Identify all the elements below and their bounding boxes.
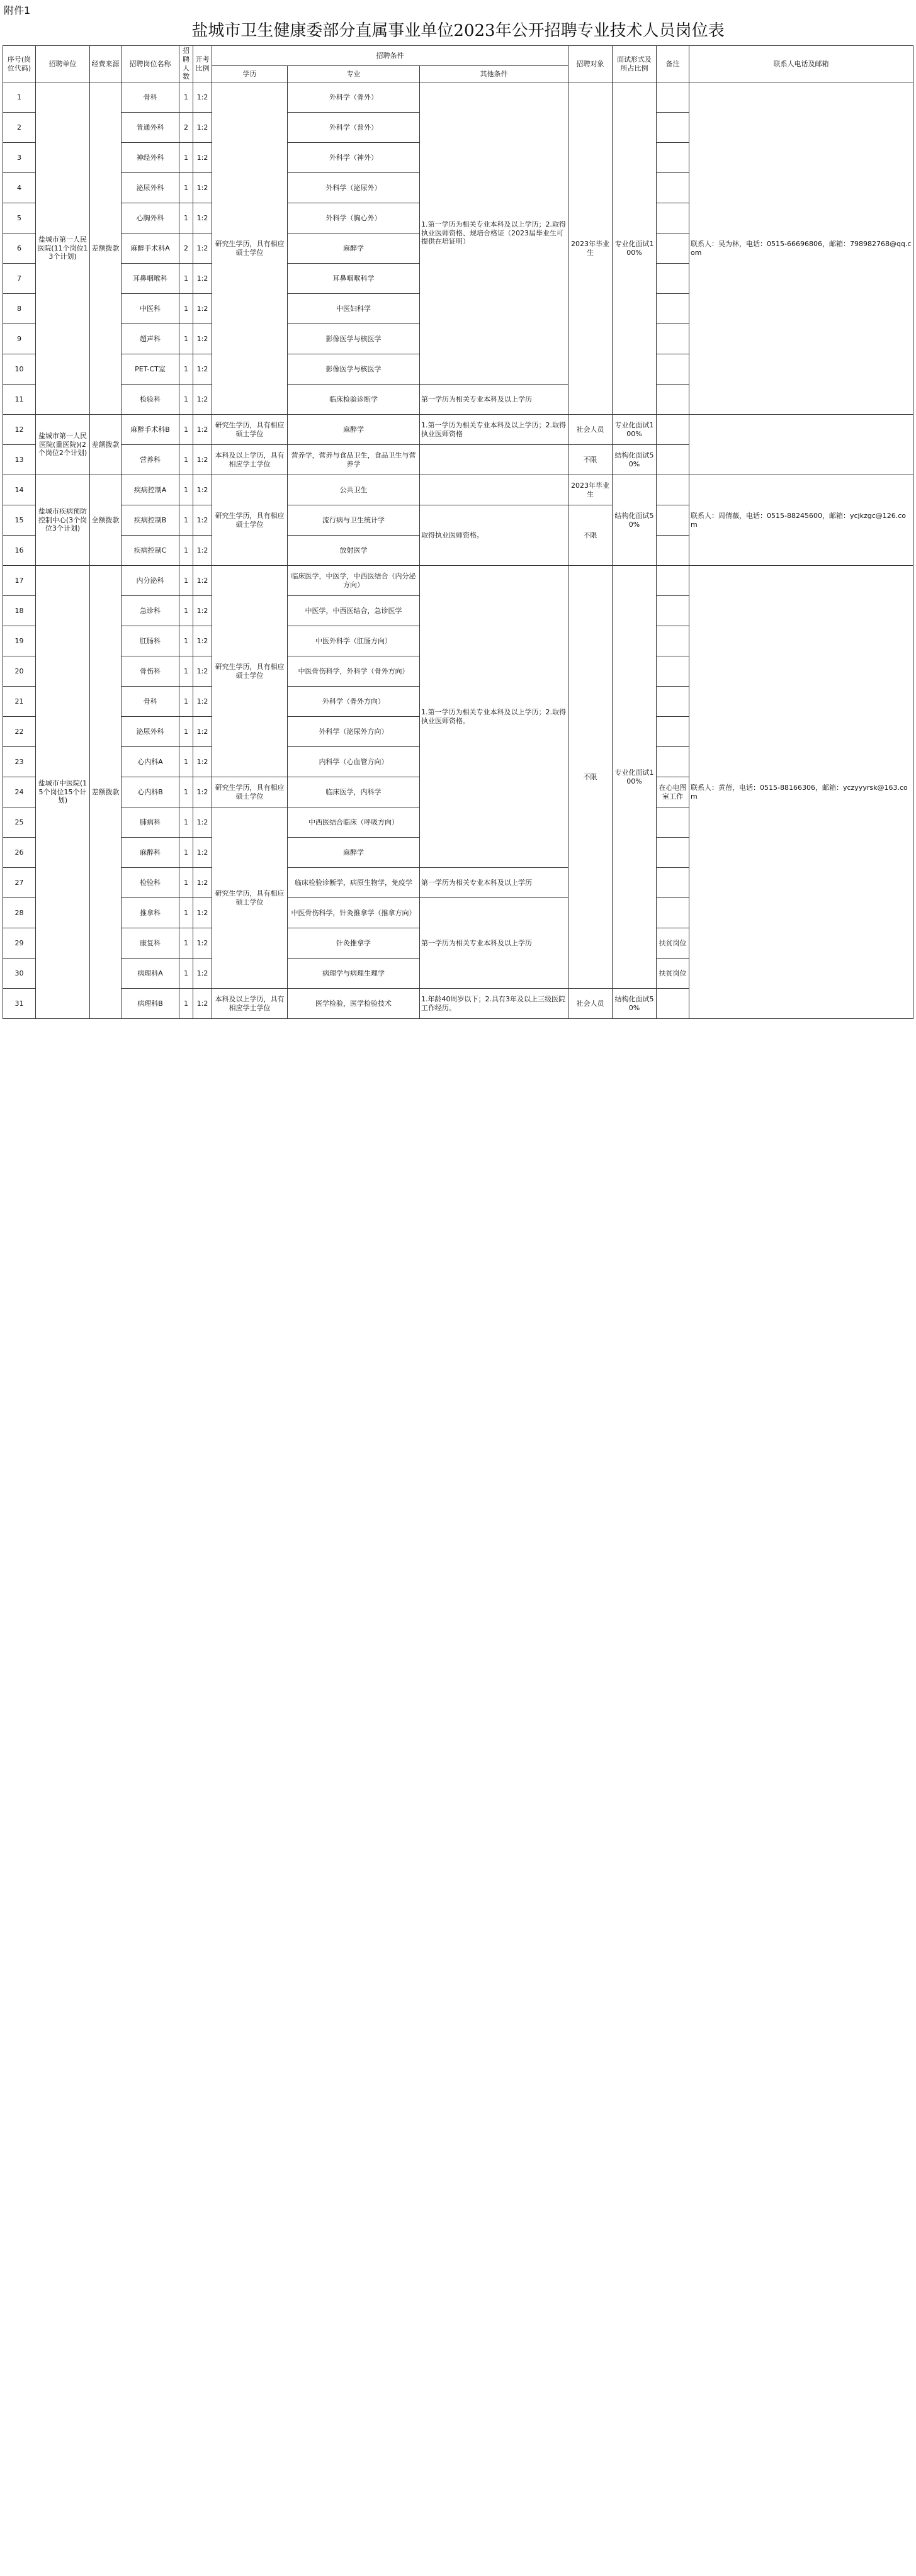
row-position: 心内科A xyxy=(122,747,179,777)
row-ratio: 1:2 xyxy=(193,596,212,626)
row-other: 1.第一学历为相关专业本科及以上学历；2.取得执业医师资格、规培合格证（2023届毕业生可提供在培证明） xyxy=(420,82,568,385)
row-count: 1 xyxy=(179,385,193,415)
row-major: 外科学（普外） xyxy=(288,113,420,143)
row-ratio: 1:2 xyxy=(193,294,212,324)
row-position: 麻醉手术科A xyxy=(122,233,179,264)
row-remark xyxy=(657,264,689,294)
row-position: 泌尿外科 xyxy=(122,717,179,747)
row-ratio: 1:2 xyxy=(193,264,212,294)
row-target: 不限 xyxy=(568,445,613,475)
row-education: 本科及以上学历，具有相应学士学位 xyxy=(212,445,288,475)
row-no: 29 xyxy=(3,928,36,959)
row-count: 1 xyxy=(179,656,193,687)
row-count: 1 xyxy=(179,536,193,566)
row-ratio: 1:2 xyxy=(193,113,212,143)
row-no: 24 xyxy=(3,777,36,807)
row-major: 外科学（神外） xyxy=(288,143,420,173)
row-major: 麻醉学 xyxy=(288,233,420,264)
row-position: 中医科 xyxy=(122,294,179,324)
row-no: 23 xyxy=(3,747,36,777)
row-no: 7 xyxy=(3,264,36,294)
row-no: 6 xyxy=(3,233,36,264)
row-no: 28 xyxy=(3,898,36,928)
row-position: 疾病控制B xyxy=(122,505,179,536)
row-count: 1 xyxy=(179,445,193,475)
row-count: 1 xyxy=(179,294,193,324)
header-no: 序号(岗位代码) xyxy=(3,46,36,82)
row-ratio: 1:2 xyxy=(193,807,212,838)
table-row xyxy=(3,566,913,596)
row-remark xyxy=(657,203,689,233)
row-count: 1 xyxy=(179,989,193,1019)
row-position: 普通外科 xyxy=(122,113,179,143)
row-major: 针灸推拿学 xyxy=(288,928,420,959)
table-body xyxy=(3,82,913,1019)
row-remark xyxy=(657,747,689,777)
row-other: 第一学历为相关专业本科及以上学历 xyxy=(420,868,568,898)
row-no: 16 xyxy=(3,536,36,566)
row-remark xyxy=(657,385,689,415)
row-ratio: 1:2 xyxy=(193,777,212,807)
row-position: 超声科 xyxy=(122,324,179,354)
row-position: 急诊科 xyxy=(122,596,179,626)
row-other: 取得执业医师资格。 xyxy=(420,505,568,566)
row-remark xyxy=(657,989,689,1019)
row-ratio: 1:2 xyxy=(193,354,212,385)
header-remark: 备注 xyxy=(657,46,689,82)
row-count: 1 xyxy=(179,82,193,113)
row-major: 外科学（骨外） xyxy=(288,82,420,113)
header-count: 招聘人数 xyxy=(179,46,193,82)
row-position: 疾病控制C xyxy=(122,536,179,566)
row-no: 15 xyxy=(3,505,36,536)
row-no: 5 xyxy=(3,203,36,233)
row-remark xyxy=(657,687,689,717)
row-no: 17 xyxy=(3,566,36,596)
row-exam: 结构化面试50% xyxy=(613,445,657,475)
row-position: 麻醉科 xyxy=(122,838,179,868)
row-major: 临床检验诊断学，病原生物学，免疫学 xyxy=(288,868,420,898)
row-position: 检验科 xyxy=(122,385,179,415)
row-ratio: 1:2 xyxy=(193,385,212,415)
row-count: 1 xyxy=(179,143,193,173)
header-exam: 面试形式及所占比例 xyxy=(613,46,657,82)
row-position: 病理科A xyxy=(122,959,179,989)
row-count: 1 xyxy=(179,777,193,807)
row-major: 中医学，中西医结合，急诊医学 xyxy=(288,596,420,626)
row-no: 3 xyxy=(3,143,36,173)
row-position: PET-CT室 xyxy=(122,354,179,385)
row-other: 第一学历为相关专业本科及以上学历 xyxy=(420,385,568,415)
row-major: 中医外科学（肛肠方向） xyxy=(288,626,420,656)
row-ratio: 1:2 xyxy=(193,989,212,1019)
row-no: 30 xyxy=(3,959,36,989)
row-position: 耳鼻咽喉科 xyxy=(122,264,179,294)
row-education: 研究生学历，具有相应硕士学位 xyxy=(212,415,288,445)
row-count: 1 xyxy=(179,959,193,989)
row-target: 社会人员 xyxy=(568,989,613,1019)
row-count: 1 xyxy=(179,838,193,868)
row-no: 12 xyxy=(3,415,36,445)
annex-label: 附件1 xyxy=(4,4,31,16)
row-major: 麻醉学 xyxy=(288,838,420,868)
row-remark xyxy=(657,626,689,656)
row-exam: 专业化面试100% xyxy=(613,566,657,989)
row-remark: 在心电图室工作 xyxy=(657,777,689,807)
row-major: 公共卫生 xyxy=(288,475,420,505)
header-ratio: 开考比例 xyxy=(193,46,212,82)
header-unit: 招聘单位 xyxy=(36,46,90,82)
row-count: 1 xyxy=(179,505,193,536)
row-count: 1 xyxy=(179,807,193,838)
row-ratio: 1:2 xyxy=(193,415,212,445)
row-major: 放射医学 xyxy=(288,536,420,566)
row-contact: 联系人：黄蓓，电话：0515-88166306，邮箱：yczyyyrsk@163.com xyxy=(689,566,913,1019)
row-remark xyxy=(657,656,689,687)
header-funding: 经费来源 xyxy=(90,46,122,82)
row-count: 1 xyxy=(179,354,193,385)
row-other: 第一学历为相关专业本科及以上学历 xyxy=(420,898,568,989)
table-row xyxy=(3,475,913,505)
header-contact: 联系人电话及邮箱 xyxy=(689,46,913,82)
row-major: 医学检验，医学检验技术 xyxy=(288,989,420,1019)
row-no: 25 xyxy=(3,807,36,838)
row-remark xyxy=(657,566,689,596)
row-position: 推拿科 xyxy=(122,898,179,928)
row-target: 不限 xyxy=(568,505,613,566)
row-ratio: 1:2 xyxy=(193,324,212,354)
row-no: 18 xyxy=(3,596,36,626)
row-remark xyxy=(657,868,689,898)
row-ratio: 1:2 xyxy=(193,959,212,989)
row-remark xyxy=(657,143,689,173)
row-education: 本科及以上学历，具有相应学士学位 xyxy=(212,989,288,1019)
row-no: 4 xyxy=(3,173,36,203)
row-ratio: 1:2 xyxy=(193,717,212,747)
row-ratio: 1:2 xyxy=(193,536,212,566)
row-exam: 专业化面试100% xyxy=(613,415,657,445)
row-target: 2023年毕业生 xyxy=(568,475,613,505)
row-major: 临床医学，中医学，中西医结合（内分泌方向） xyxy=(288,566,420,596)
row-count: 1 xyxy=(179,687,193,717)
row-remark xyxy=(657,898,689,928)
row-position: 骨科 xyxy=(122,82,179,113)
row-exam: 结构化面试50% xyxy=(613,475,657,566)
row-no: 21 xyxy=(3,687,36,717)
row-remark: 扶贫岗位 xyxy=(657,928,689,959)
row-funding: 全额拨款 xyxy=(90,475,122,566)
row-no: 22 xyxy=(3,717,36,747)
row-count: 1 xyxy=(179,264,193,294)
row-education: 研究生学历，具有相应硕士学位 xyxy=(212,566,288,777)
row-ratio: 1:2 xyxy=(193,203,212,233)
row-position: 神经外科 xyxy=(122,143,179,173)
row-no: 1 xyxy=(3,82,36,113)
row-position: 内分泌科 xyxy=(122,566,179,596)
row-ratio: 1:2 xyxy=(193,928,212,959)
row-major: 外科学（泌尿外方向） xyxy=(288,717,420,747)
row-ratio: 1:2 xyxy=(193,898,212,928)
row-other: 1.年龄40周岁以下；2.具有3年及以上三级医院工作经历。 xyxy=(420,989,568,1019)
row-ratio: 1:2 xyxy=(193,566,212,596)
row-education: 研究生学历，具有相应硕士学位 xyxy=(212,82,288,415)
row-education: 研究生学历，具有相应硕士学位 xyxy=(212,807,288,989)
row-target: 2023年毕业生 xyxy=(568,82,613,415)
row-ratio: 1:2 xyxy=(193,505,212,536)
row-remark xyxy=(657,505,689,536)
row-other xyxy=(420,475,568,505)
header-conditions: 招聘条件 xyxy=(212,46,568,66)
header-target: 招聘对象 xyxy=(568,46,613,82)
row-remark xyxy=(657,536,689,566)
row-ratio: 1:2 xyxy=(193,445,212,475)
row-count: 1 xyxy=(179,324,193,354)
row-position: 肺病科 xyxy=(122,807,179,838)
row-major: 影像医学与核医学 xyxy=(288,354,420,385)
row-ratio: 1:2 xyxy=(193,173,212,203)
row-count: 1 xyxy=(179,566,193,596)
row-no: 11 xyxy=(3,385,36,415)
row-position: 病理科B xyxy=(122,989,179,1019)
row-no: 26 xyxy=(3,838,36,868)
row-funding: 差额拨款 xyxy=(90,82,122,415)
row-position: 康复科 xyxy=(122,928,179,959)
row-count: 1 xyxy=(179,928,193,959)
row-major: 耳鼻咽喉科学 xyxy=(288,264,420,294)
row-position: 麻醉手术科B xyxy=(122,415,179,445)
row-unit: 盐城市中医院(15个岗位15个计划) xyxy=(36,566,90,1019)
row-major: 病理学与病理生理学 xyxy=(288,959,420,989)
row-count: 1 xyxy=(179,898,193,928)
row-ratio: 1:2 xyxy=(193,233,212,264)
row-other: 1.第一学历为相关专业本科及以上学历；2.取得执业医师资格 xyxy=(420,415,568,445)
row-remark xyxy=(657,354,689,385)
row-major: 外科学（骨外方向） xyxy=(288,687,420,717)
row-remark xyxy=(657,445,689,475)
positions-table xyxy=(3,45,913,1019)
row-ratio: 1:2 xyxy=(193,626,212,656)
header-other: 其他条件 xyxy=(420,65,568,82)
row-ratio: 1:2 xyxy=(193,687,212,717)
row-no: 10 xyxy=(3,354,36,385)
header-education: 学历 xyxy=(212,65,288,82)
row-major: 中医骨伤科学，针灸推拿学（推拿方向） xyxy=(288,898,420,928)
row-no: 19 xyxy=(3,626,36,656)
row-funding: 差额拨款 xyxy=(90,415,122,475)
row-major: 临床检验诊断学 xyxy=(288,385,420,415)
row-contact xyxy=(689,415,913,475)
row-count: 1 xyxy=(179,173,193,203)
row-no: 9 xyxy=(3,324,36,354)
row-count: 1 xyxy=(179,203,193,233)
row-ratio: 1:2 xyxy=(193,143,212,173)
row-position: 疾病控制A xyxy=(122,475,179,505)
row-remark xyxy=(657,82,689,113)
row-position: 心胸外科 xyxy=(122,203,179,233)
row-remark xyxy=(657,838,689,868)
row-position: 骨科 xyxy=(122,687,179,717)
row-target: 不限 xyxy=(568,566,613,989)
row-exam: 结构化面试50% xyxy=(613,989,657,1019)
table-row xyxy=(3,82,913,113)
row-education: 研究生学历，具有相应硕士学位 xyxy=(212,777,288,807)
row-major: 麻醉学 xyxy=(288,415,420,445)
row-no: 13 xyxy=(3,445,36,475)
row-major: 外科学（泌尿外） xyxy=(288,173,420,203)
header-position: 招聘岗位名称 xyxy=(122,46,179,82)
page-title: 盐城市卫生健康委部分直属事业单位2023年公开招聘专业技术人员岗位表 xyxy=(191,21,725,40)
row-exam: 专业化面试100% xyxy=(613,82,657,415)
row-contact: 联系人：周倩薇，电话：0515-88245600，邮箱：ycjkzgc@126.com xyxy=(689,475,913,566)
row-remark xyxy=(657,415,689,445)
row-remark xyxy=(657,807,689,838)
row-no: 2 xyxy=(3,113,36,143)
row-no: 31 xyxy=(3,989,36,1019)
row-count: 1 xyxy=(179,415,193,445)
row-count: 1 xyxy=(179,626,193,656)
row-no: 14 xyxy=(3,475,36,505)
row-position: 泌尿外科 xyxy=(122,173,179,203)
row-remark xyxy=(657,173,689,203)
row-remark xyxy=(657,324,689,354)
row-remark xyxy=(657,233,689,264)
row-remark xyxy=(657,113,689,143)
row-position: 肛肠科 xyxy=(122,626,179,656)
row-major: 中医妇科学 xyxy=(288,294,420,324)
row-other: 1.第一学历为相关专业本科及以上学历；2.取得执业医师资格。 xyxy=(420,566,568,868)
row-count: 1 xyxy=(179,747,193,777)
row-ratio: 1:2 xyxy=(193,82,212,113)
row-ratio: 1:2 xyxy=(193,868,212,898)
row-other xyxy=(420,445,568,475)
row-ratio: 1:2 xyxy=(193,475,212,505)
row-remark xyxy=(657,596,689,626)
row-major: 流行病与卫生统计学 xyxy=(288,505,420,536)
header-major: 专业 xyxy=(288,65,420,82)
row-major: 营养学，营养与食品卫生，食品卫生与营养学 xyxy=(288,445,420,475)
row-major: 中西医结合临床（呼吸方向） xyxy=(288,807,420,838)
row-major: 内科学（心血管方向） xyxy=(288,747,420,777)
row-major: 临床医学，内科学 xyxy=(288,777,420,807)
row-position: 心内科B xyxy=(122,777,179,807)
row-remark xyxy=(657,717,689,747)
row-no: 20 xyxy=(3,656,36,687)
row-ratio: 1:2 xyxy=(193,656,212,687)
row-position: 营养科 xyxy=(122,445,179,475)
row-remark xyxy=(657,294,689,324)
row-unit: 盐城市疾病预防控制中心(3个岗位3个计划) xyxy=(36,475,90,566)
row-position: 检验科 xyxy=(122,868,179,898)
row-count: 2 xyxy=(179,113,193,143)
row-count: 1 xyxy=(179,475,193,505)
row-major: 影像医学与核医学 xyxy=(288,324,420,354)
table-row xyxy=(3,415,913,445)
row-major: 外科学（胸心外） xyxy=(288,203,420,233)
row-major: 中医骨伤科学，外科学（骨外方向） xyxy=(288,656,420,687)
row-count: 2 xyxy=(179,233,193,264)
row-position: 骨伤科 xyxy=(122,656,179,687)
row-count: 1 xyxy=(179,596,193,626)
row-ratio: 1:2 xyxy=(193,838,212,868)
row-unit: 盐城市第一人民医院(重医院)(2个岗位2个计划) xyxy=(36,415,90,475)
row-contact: 联系人：吴为林，电话：0515-66696806，邮箱：798982768@qq.com xyxy=(689,82,913,415)
row-count: 1 xyxy=(179,717,193,747)
row-remark: 扶贫岗位 xyxy=(657,959,689,989)
row-funding: 差额拨款 xyxy=(90,566,122,1019)
row-no: 27 xyxy=(3,868,36,898)
row-education: 研究生学历，具有相应硕士学位 xyxy=(212,475,288,566)
row-ratio: 1:2 xyxy=(193,747,212,777)
row-unit: 盐城市第一人民医院(11个岗位13个计划) xyxy=(36,82,90,415)
row-count: 1 xyxy=(179,868,193,898)
row-no: 8 xyxy=(3,294,36,324)
row-remark xyxy=(657,475,689,505)
row-target: 社会人员 xyxy=(568,415,613,445)
